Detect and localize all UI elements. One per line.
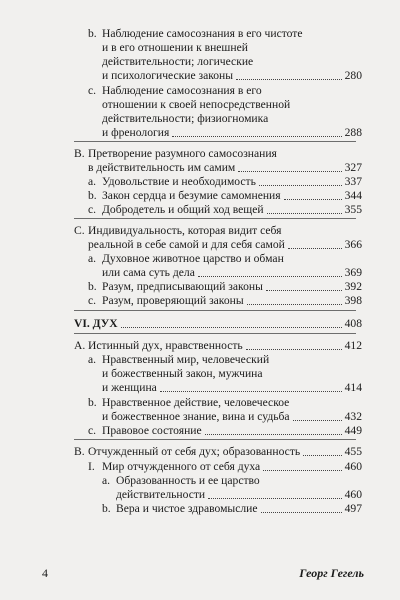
toc-entry — [88, 238, 362, 252]
entry-title: Наблюдение самосознания в его — [102, 84, 262, 97]
entry-marker: c. — [88, 203, 97, 216]
dot-leader — [261, 503, 342, 513]
toc-entry — [88, 84, 360, 98]
entry-title: Разум, предписывающий законы — [102, 280, 263, 293]
toc-entry — [88, 175, 362, 189]
entry-title: Наблюдение самосознания в его чистоте — [102, 27, 303, 40]
entry-page: 449 — [344, 424, 362, 437]
entry-marker: c. — [88, 424, 97, 437]
toc-entry — [102, 367, 360, 381]
toc-entry — [102, 112, 360, 126]
entry-marker: b. — [88, 280, 97, 293]
dot-leader — [288, 239, 342, 249]
toc-entry — [88, 203, 362, 217]
entry-marker: B. — [74, 147, 85, 160]
running-footer-author: Георг Гегель — [299, 566, 364, 580]
entry-title: Правовое состояние — [102, 424, 202, 437]
entry-page: 337 — [344, 175, 362, 188]
dot-leader — [198, 267, 342, 277]
toc-entry — [88, 460, 362, 474]
entry-page: 460 — [344, 488, 362, 501]
entry-title: и в его отношении к внешней — [102, 41, 248, 54]
dot-leader — [293, 411, 342, 421]
toc-entry — [88, 294, 362, 308]
toc-entry — [102, 55, 360, 69]
toc-entry — [102, 381, 362, 395]
entry-page: 327 — [344, 161, 362, 174]
entry-marker: a. — [102, 474, 111, 487]
entry-page: 288 — [344, 126, 362, 139]
entry-page: 392 — [344, 280, 362, 293]
entry-title: VI. ДУХ — [74, 317, 118, 330]
entry-title: Вера и чистое здравомыслие — [116, 502, 258, 515]
entry-page: 432 — [344, 410, 362, 423]
entry-title: Претворение разумного самосознания — [88, 147, 277, 160]
toc-entry — [102, 41, 360, 55]
entry-title: или сама суть дела — [102, 266, 195, 279]
dot-leader — [246, 340, 342, 350]
entry-marker: b. — [102, 502, 111, 515]
toc-entry — [102, 266, 362, 280]
dot-leader — [121, 318, 342, 328]
entry-title: Отчужденный от себя дух; образованность — [88, 445, 301, 458]
entry-title: и божественное знание, вина и судьба — [102, 410, 290, 423]
toc-entry — [88, 27, 360, 41]
entry-title: Истинный дух, нравственность — [88, 339, 243, 352]
dot-leader — [160, 382, 342, 392]
entry-title: Нравственное действие, человеческое — [102, 396, 290, 409]
entry-title: Индивидуальность, которая видит себя — [88, 224, 282, 237]
entry-title: Духовное животное царство и обман — [102, 252, 284, 265]
entry-marker: b. — [88, 189, 97, 202]
entry-title: в действительность им самим — [88, 161, 236, 174]
toc-entry — [102, 98, 360, 112]
entry-marker: a. — [88, 353, 97, 366]
dot-leader — [247, 295, 342, 305]
toc-entry — [88, 424, 362, 438]
entry-title: отношении к своей непосредственной — [102, 98, 291, 111]
dot-leader — [172, 127, 341, 137]
entry-title: Нравственный мир, человеческий — [102, 353, 270, 366]
toc-entry — [102, 474, 360, 488]
dot-leader — [236, 70, 342, 80]
entry-title: Удовольствие и необходимость — [102, 175, 256, 188]
toc-entry — [74, 147, 360, 161]
toc-entry — [88, 189, 362, 203]
page-number: 4 — [42, 566, 48, 580]
toc-entry — [116, 488, 362, 502]
entry-title: Разум, проверяющий законы — [102, 294, 244, 307]
entry-page: 344 — [344, 189, 362, 202]
entry-marker: a. — [88, 252, 97, 265]
dot-leader — [266, 281, 342, 291]
entry-title: действительности; физиогномика — [102, 112, 269, 125]
entry-title: Мир отчужденного от себя духа — [102, 460, 261, 473]
toc-entry — [74, 445, 362, 459]
entry-marker: A. — [74, 339, 86, 352]
entry-page: 460 — [344, 460, 362, 473]
section-divider — [74, 141, 356, 142]
dot-leader — [205, 425, 342, 435]
entry-page: 412 — [344, 339, 362, 352]
entry-title: реальной в себе самой и для себя самой — [88, 238, 285, 251]
entry-title: Добродетель и общий ход вещей — [102, 203, 264, 216]
toc-entry — [88, 280, 362, 294]
entry-page: 398 — [344, 294, 362, 307]
dot-leader — [284, 190, 342, 200]
toc-entry — [74, 339, 362, 353]
entry-marker: b. — [88, 396, 97, 409]
entry-marker: B. — [74, 445, 85, 458]
dot-leader — [303, 446, 341, 456]
entry-title: Закон сердца и безумие самомнения — [102, 189, 281, 202]
entry-marker: a. — [88, 175, 97, 188]
toc-entry — [102, 126, 362, 140]
toc-entry — [102, 410, 362, 424]
entry-page: 497 — [344, 502, 362, 515]
entry-marker: I. — [88, 460, 95, 473]
entry-title: и божественный закон, мужчина — [102, 367, 263, 380]
dot-leader — [259, 176, 342, 186]
entry-title: и психологические законы — [102, 69, 234, 82]
entry-title: Образованность и ее царство — [116, 474, 260, 487]
entry-title: и френология — [102, 126, 170, 139]
section-divider — [74, 439, 356, 440]
entry-title: действительности; логические — [102, 55, 254, 68]
dot-leader — [208, 489, 341, 499]
section-divider — [74, 333, 356, 334]
toc-entry — [88, 161, 362, 175]
entry-page: 366 — [344, 238, 362, 251]
entry-page: 455 — [344, 445, 362, 458]
entry-page: 369 — [344, 266, 362, 279]
entry-page: 408 — [344, 317, 362, 330]
section-divider — [74, 218, 356, 219]
entry-title: действительности — [116, 488, 206, 501]
toc-entry — [88, 353, 360, 367]
toc-part-heading — [74, 317, 362, 331]
entry-page: 414 — [344, 381, 362, 394]
entry-marker: C. — [74, 224, 85, 237]
toc-entry — [88, 396, 360, 410]
toc-entry — [74, 224, 360, 238]
entry-marker: c. — [88, 84, 97, 97]
dot-leader — [238, 162, 341, 172]
entry-page: 355 — [344, 203, 362, 216]
entry-marker: b. — [88, 27, 97, 40]
toc-entry — [88, 252, 360, 266]
entry-title: и женщина — [102, 381, 157, 394]
toc-entry — [102, 69, 362, 83]
dot-leader — [263, 461, 341, 471]
toc-entry — [102, 502, 362, 516]
entry-page: 280 — [344, 69, 362, 82]
section-divider — [74, 310, 356, 311]
dot-leader — [267, 204, 342, 214]
entry-marker: c. — [88, 294, 97, 307]
